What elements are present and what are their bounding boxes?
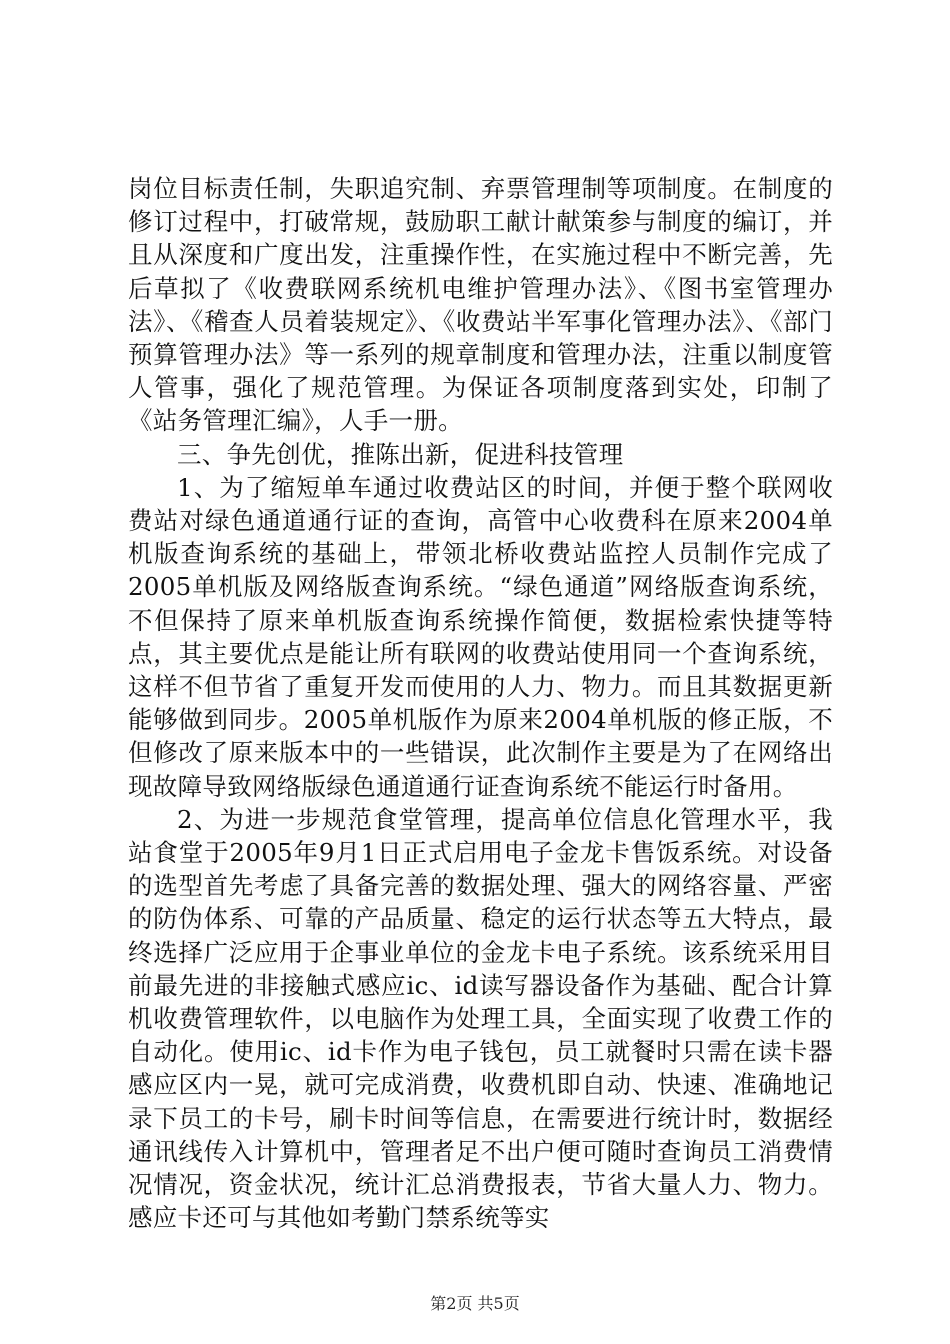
paragraph-regulations: 岗位目标责任制，失职追究制、弃票管理制等项制度。在制度的修订过程中，打破常规，鼓励职工献计献策参与制度的编订，并且从深度和广度出发，注重操作性，在实施过程中不断完善，先后草拟了《收费联网系统机电维护管理办法》、《图书室管理办法》、《稽查人员着装规定》、《收费站半军事化管理办法》、《部门预算管理办法》等一系列的规章制度和管理办法，注重以制度管人管事，强化了规范管理。为保证各项制度落到实处，印制了《站务管理汇编》，人手一册。 (128, 174, 833, 436)
page-footer: 第2页 共5页 (430, 1294, 520, 1313)
paragraph-query-system: 1、为了缩短单车通过收费站区的时间，并便于整个联网收费站对绿色通道通行证的查询，高管中心收费科在原来2004单机版查询系统的基础上，带领北桥收费站监控人员制作完成了2005单机版及网络版查询系统。“绿色通道”网络版查询系统，不但保持了原来单机版查询系统操作简便，数据检索快捷等特点，其主要优点是能让所有联网的收费站使用同一个查询系统，这样不但节省了重复开发而使用的人力、物力。而且其数据更新能够做到同步。2005单机版作为原来2004单机版的修正版，不但修改了原来版本中的一些错误，此次制作主要是为了在网络出现故障导致网络版绿色通道通行证查询系统不能运行时备用。 (128, 472, 833, 801)
document-body (128, 172, 833, 1235)
section-heading: 三、争先创优，推陈出新，促进科技管理 (177, 439, 624, 469)
paragraph-canteen-card: 2、为进一步规范食堂管理，提高单位信息化管理水平，我站食堂于2005年9月1日正式启用电子金龙卡售饭系统。对设备的选型首先考虑了具备完善的数据处理、强大的网络容量、严密的防伪体系、可靠的产品质量、稳定的运行状态等五大特点，最终选择广泛应用于企事业单位的金龙卡电子系统。该系统采用目前最先进的非接触式感应ic、id读写器设备作为基础、配合计算机收费管理软件，以电脑作为处理工具，全面实现了收费工作的自动化。使用ic、id卡作为电子钱包，员工就餐时只需在读卡器感应区内一晃，就可完成消费，收费机即自动、快速、准确地记录下员工的卡号，刷卡时间等信息，在需要进行统计时，数据经通讯线传入计算机中，管理者足不出户便可随时查询员工消费情况情况，资金状况，统计汇总消费报表，节省大量人力、物力。感应卡还可与其他如考勤门禁系统等实 (128, 804, 833, 1233)
